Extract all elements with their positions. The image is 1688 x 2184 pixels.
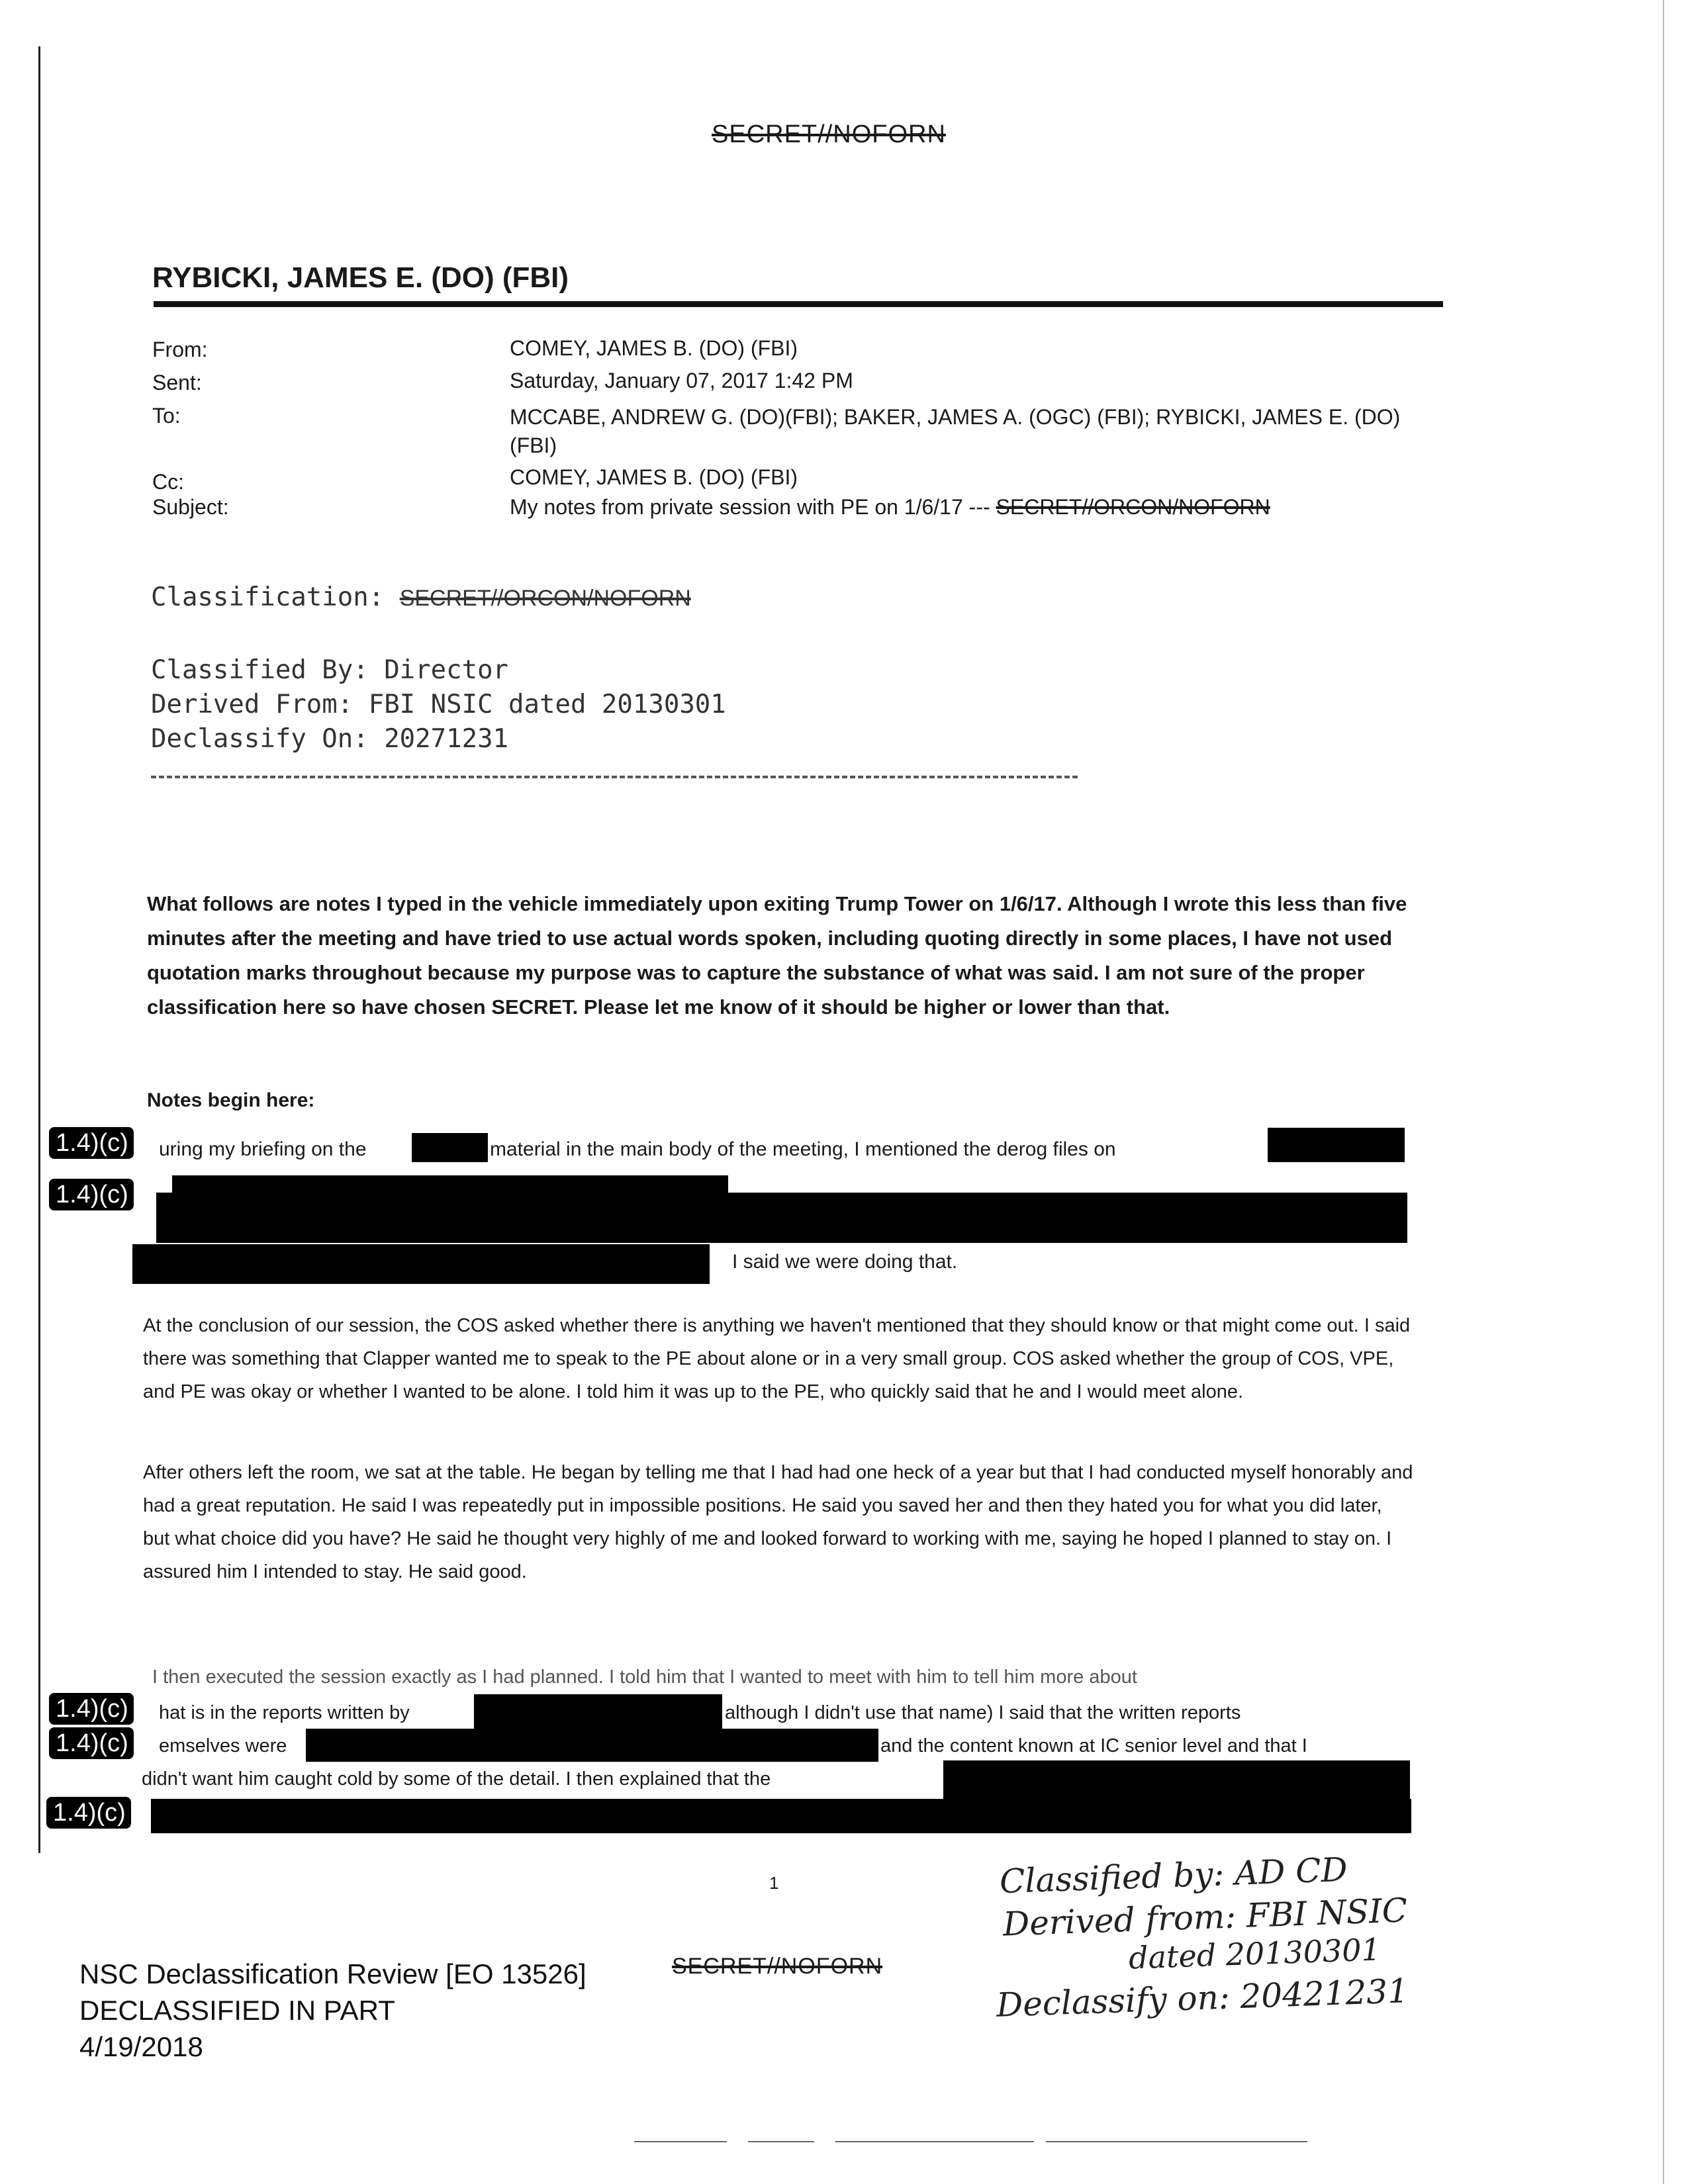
redaction-box bbox=[132, 1244, 710, 1284]
redaction-box bbox=[1268, 1128, 1405, 1162]
scan-artifact-rule bbox=[1046, 2141, 1307, 2142]
scan-right-border bbox=[1663, 0, 1664, 2184]
subject-text: My notes from private session with PE on 1/6/17 --- bbox=[510, 495, 990, 519]
to-label: To: bbox=[152, 404, 181, 428]
classified-by: Classified By: Director bbox=[151, 655, 509, 685]
header-rule bbox=[154, 301, 1443, 307]
p1-text-a: uring my briefing on the bbox=[159, 1138, 367, 1160]
p4-line2a: hat is in the reports written by bbox=[159, 1702, 410, 1723]
classification-label: Classification: bbox=[151, 582, 385, 612]
classification-banner-top: SECRET//NOFORN bbox=[712, 120, 946, 148]
subject-classification: SECRET//ORCON/NOFORN bbox=[996, 495, 1270, 519]
handwritten-derived-from: Derived from: FBI NSIC bbox=[1002, 1891, 1408, 1944]
p4-line2b: although I didn't use that name) I said that the written reports bbox=[725, 1702, 1241, 1723]
classification-value: SECRET//ORCON/NOFORN bbox=[399, 586, 691, 611]
scan-left-border bbox=[38, 46, 40, 1853]
intro-paragraph: What follows are notes I typed in the vehicle immediately upon exiting Trump Tower on 1/6/17. Although I wrote this less than five minutes after the meeting and have tried to use actual words spoken, including quoting directly in some places, I have not used quotation marks throughout because my purpose was to capture the substance of what was said. I am not sure of the proper classification here so have chosen SECRET. Please let me know of it should be higher or lower than that. bbox=[147, 892, 1407, 1019]
derived-from: Derived From: FBI NSIC dated 20130301 bbox=[151, 690, 726, 719]
notes-begin-label: Notes begin here: bbox=[147, 1089, 315, 1111]
paragraph-private-meeting: After others left the room, we sat at the table. He began by telling me that I had had one heck of a year but that I had conducted myself honorably and had a great reputation. He said I was repeatedly put in impossible positions. He said you saved her and then they hated you for what you did later, but what choice did you have? He said he thought very highly of me and looked forward to working with me, saying he hoped I planned to stay on. I assured him I intended to stay. He said good. bbox=[143, 1462, 1413, 1582]
page-number: 1 bbox=[769, 1873, 779, 1893]
redaction-box bbox=[156, 1193, 1407, 1243]
declassify-on: Declassify On: 20271231 bbox=[151, 724, 509, 754]
redaction-box bbox=[943, 1760, 1410, 1800]
classification-banner-bottom: SECRET//NOFORN bbox=[672, 1954, 883, 1979]
redaction-exemption-tag: 1.4)(c) bbox=[49, 1727, 134, 1759]
redaction-exemption-tag: 1.4)(c) bbox=[49, 1693, 134, 1725]
redaction-box bbox=[474, 1694, 722, 1729]
scan-artifact-rule bbox=[835, 2141, 1034, 2142]
scan-artifact-rule bbox=[634, 2141, 727, 2142]
sent-value: Saturday, January 07, 2017 1:42 PM bbox=[510, 369, 853, 392]
declassification-stamp bbox=[79, 1956, 586, 2065]
handwritten-classified-by: Classified by: AD CD bbox=[999, 1850, 1348, 1901]
p1-text-c: I said we were doing that. bbox=[732, 1251, 958, 1273]
subject-value bbox=[510, 495, 1270, 520]
declassification-review-line: NSC Declassification Review [EO 13526] bbox=[79, 1958, 586, 1989]
handwritten-declassify-on: Declassify on: 20421231 bbox=[996, 1972, 1409, 2025]
classification-divider bbox=[151, 776, 1078, 778]
classification-line bbox=[151, 582, 691, 612]
p4-line3b: and the content known at IC senior level and that I bbox=[880, 1735, 1307, 1756]
to-value-line1: MCCABE, ANDREW G. (DO)(FBI); BAKER, JAMES A. (OGC) (FBI); RYBICKI, JAMES E. (DO) bbox=[510, 405, 1401, 429]
redaction-exemption-tag: 1.4)(c) bbox=[46, 1797, 131, 1829]
declassified-in-part-line: DECLASSIFIED IN PART bbox=[79, 1995, 395, 2026]
sent-label: Sent: bbox=[152, 371, 202, 394]
p1-text-b: material in the main body of the meeting, I mentioned the derog files on bbox=[490, 1138, 1116, 1160]
declassification-date: 4/19/2018 bbox=[79, 2031, 203, 2062]
redaction-box bbox=[151, 1799, 1411, 1833]
from-label: From: bbox=[152, 338, 208, 361]
scan-artifact-rule bbox=[748, 2141, 814, 2142]
paragraph-cos-question: At the conclusion of our session, the COS asked whether there is anything we haven't mentioned that they should know or that might come out. I said there was something that Clapper wanted me to speak to the PE about alone or in a very small group. COS asked whether the group of COS, VPE, and PE was okay or whether I wanted to be alone. I told him it was up to the PE, who quickly said that he and I would meet alone. bbox=[143, 1315, 1411, 1402]
redaction-box bbox=[172, 1175, 728, 1193]
p4-line3a: emselves were bbox=[159, 1735, 287, 1756]
subject-label: Subject: bbox=[152, 495, 229, 519]
cc-value: COMEY, JAMES B. (DO) (FBI) bbox=[510, 465, 798, 489]
redaction-box bbox=[306, 1729, 878, 1762]
handwritten-dated: dated 20130301 bbox=[1128, 1931, 1382, 1976]
p4-line1: I then executed the session exactly as I had planned. I told him that I wanted to meet with him to tell him more about bbox=[152, 1666, 1137, 1688]
p4-line4: didn't want him caught cold by some of the detail. I then explained that the bbox=[142, 1768, 771, 1790]
redaction-box bbox=[412, 1133, 488, 1162]
to-value-line2: (FBI) bbox=[510, 433, 557, 457]
redaction-exemption-tag: 1.4)(c) bbox=[49, 1127, 134, 1159]
from-value: COMEY, JAMES B. (DO) (FBI) bbox=[510, 336, 798, 360]
cc-label: Cc: bbox=[152, 470, 184, 494]
mailbox-owner-name: RYBICKI, JAMES E. (DO) (FBI) bbox=[152, 261, 569, 294]
redaction-exemption-tag: 1.4)(c) bbox=[49, 1179, 134, 1210]
